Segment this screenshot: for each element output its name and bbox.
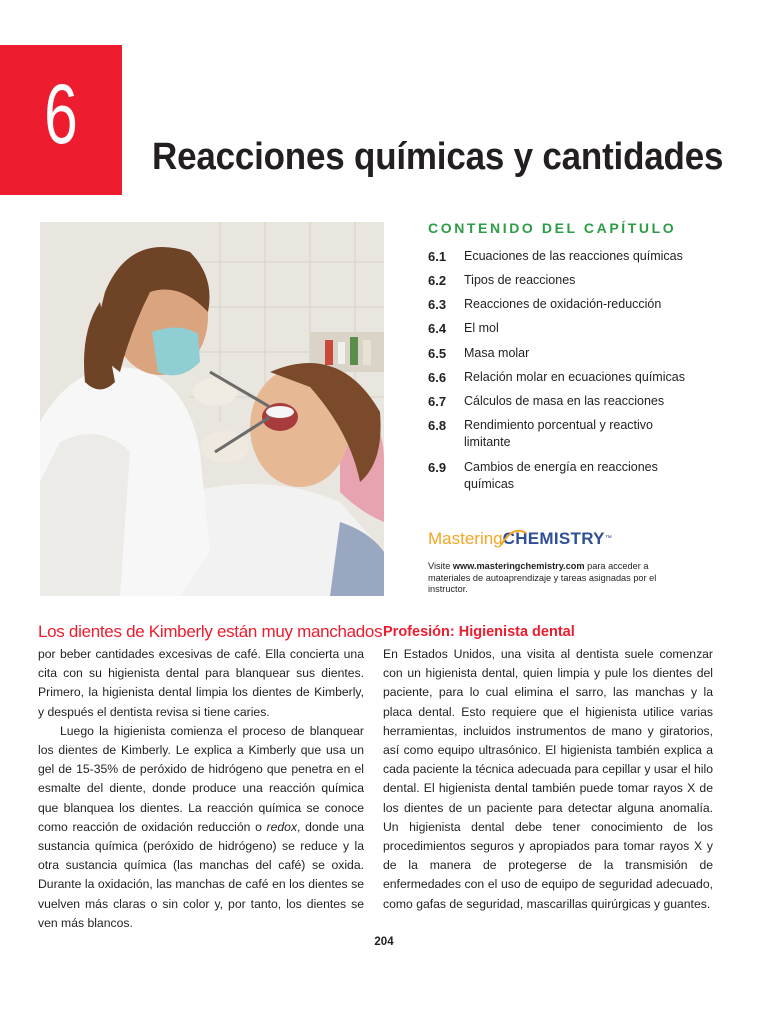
toc-item-title: Relación molar en ecuaciones químicas xyxy=(464,370,685,384)
toc-item-number: 6.4 xyxy=(428,321,447,336)
toc-item-number: 6.1 xyxy=(428,249,447,264)
dental-hygienist-photo xyxy=(40,222,384,596)
chapter-number: 6 xyxy=(44,67,78,161)
trademark-symbol: ™ xyxy=(604,535,612,542)
chapter-title: Reacciones químicas y cantidades xyxy=(152,136,724,178)
visit-website-note xyxy=(428,561,678,596)
toc-item-number: 6.3 xyxy=(428,297,447,312)
toc-item-title: Cambios de energía en reacciones químicas xyxy=(464,460,658,491)
logo-swoosh-icon xyxy=(498,525,528,551)
paragraph-italic-term: redox xyxy=(266,819,298,834)
toc-item-number: 6.8 xyxy=(428,418,447,433)
visit-suffix: para acceder a materiales de autoaprendizaje y tareas asignadas por el instructor. xyxy=(428,561,657,594)
toc-item-title: Masa molar xyxy=(464,346,530,360)
intro-paragraph xyxy=(38,722,364,933)
intro-heading: Los dientes de Kimberly están muy manchados xyxy=(38,622,383,641)
toc-item-number: 6.9 xyxy=(428,460,447,475)
paragraph-text: , donde una sustancia química (peróxido de hidrógeno) se reduce y la otra sustancia química (las manchas del café) se oxida. Durante la oxidación, las manchas de café en los dientes se vuelven más claras o sin color y, por tanto, los dientes se ven más blancos. xyxy=(38,819,364,930)
intro-paragraph: por beber cantidades excesivas de café. Ella concierta una cita con su higienista dental para blanquear sus dientes. Primero, la higienista dental limpia los dientes de Kimberly, y después el dentista revisa si tiene caries. xyxy=(38,647,364,719)
page-number: 204 xyxy=(374,936,394,948)
intro-body xyxy=(38,645,364,933)
career-paragraph: En Estados Unidos, una visita al dentista suele comenzar con un higienista dental, quien limpia y pule los dientes del paciente, para lo cual elimina el sarro, las manchas y la placa dental. Esto requiere que el higienista utilice varias herramientas, incluidos instrumentos de mano y giratorios, así como equipo ultrasónico. El higienista también explica a cada paciente la técnica adecuada para cepillar y usar el hilo dental. El higienista dental también puede tomar rayos X de los dientes de un paciente para detectar alguna anomalía. Un higienista dental debe tener conocimiento de los procedimientos seguros y apropiados para tomar rayos X y de la manera de protegerse de la transmisión de enfermedades con el uso de equipo de seguridad adecuado, como gafas de seguridad, mascarillas quirúrgicas y guantes. xyxy=(383,647,713,911)
toc-item-title: El mol xyxy=(464,321,499,335)
career-body xyxy=(383,645,713,914)
career-heading: Profesión: Higienista dental xyxy=(383,624,575,640)
paragraph-text: Luego la higienista comienza el proceso de blanquear los dientes de Kimberly. Le explica a Kimberly que usa un gel de 15-35% de peróxido de hidrógeno que penetra en el esmalte del diente, donde produce una reacción química que blanquea los dientes. La reacción química se conoce como reacción de oxidación reducción o xyxy=(38,723,364,834)
toc-item-number: 6.5 xyxy=(428,346,447,361)
toc-item-title: Reacciones de oxidación-reducción xyxy=(464,297,662,311)
website-url[interactable]: www.masteringchemistry.com xyxy=(452,561,585,571)
toc-item-title: Cálculos de masa en las reacciones xyxy=(464,394,665,408)
logo-text-chemistry: CHEMISTRY xyxy=(502,529,605,548)
toc-item-number: 6.7 xyxy=(428,394,447,409)
contents-heading: CONTENIDO DEL CAPÍTULO xyxy=(428,220,677,236)
logo-text-mastering: Mastering xyxy=(428,529,503,548)
toc-item-number: 6.6 xyxy=(428,370,447,385)
toc-item-title: Rendimiento porcentual y reactivo limitante xyxy=(464,418,653,449)
toc-item-title: Ecuaciones de las reacciones químicas xyxy=(464,249,683,263)
toc-item-number: 6.2 xyxy=(428,273,447,288)
toc-item-title: Tipos de reacciones xyxy=(464,273,576,287)
visit-prefix: Visite xyxy=(428,561,453,571)
